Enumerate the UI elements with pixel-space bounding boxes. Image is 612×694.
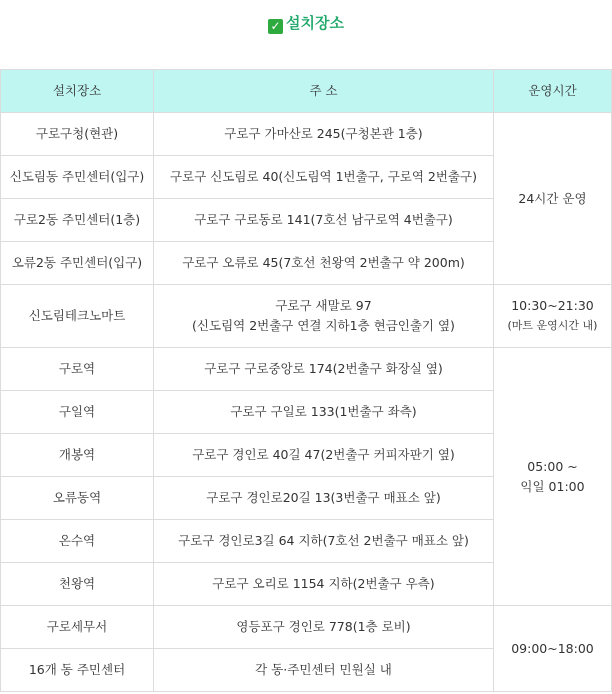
hours-line-1: 10:30~21:30 (511, 298, 594, 313)
address-cell: 구로구 구로동로 141(7호선 남구로역 4번출구) (154, 199, 494, 242)
address-cell: 구로구 구로중앙로 174(2번출구 화장실 옆) (154, 348, 494, 391)
hours-cell-office: 09:00~18:00 (494, 606, 612, 692)
place-cell: 오류동역 (1, 477, 154, 520)
address-cell: 영등포구 경인로 778(1층 로비) (154, 606, 494, 649)
address-cell: 구로구 경인로20길 13(3번출구 매표소 앞) (154, 477, 494, 520)
location-table (0, 69, 612, 692)
place-cell: 천왕역 (1, 563, 154, 606)
address-cell: 구로구 구일로 133(1번출구 좌측) (154, 391, 494, 434)
address-cell: 구로구 신도림로 40(신도림역 1번출구, 구로역 2번출구) (154, 156, 494, 199)
table-row (1, 606, 612, 649)
place-cell: 신도림테크노마트 (1, 285, 154, 348)
table-row (1, 348, 612, 391)
place-cell: 개봉역 (1, 434, 154, 477)
table-row (1, 113, 612, 156)
place-cell: 16개 동 주민센터 (1, 649, 154, 692)
table-header-row (1, 70, 612, 113)
place-cell: 구일역 (1, 391, 154, 434)
place-cell: 오류2동 주민센터(입구) (1, 242, 154, 285)
header-place: 설치장소 (1, 70, 154, 113)
place-cell: 구로구청(현관) (1, 113, 154, 156)
address-line-2: (신도림역 2번출구 연결 지하1층 현금인출기 옆) (192, 318, 455, 333)
header-address: 주 소 (154, 70, 494, 113)
address-cell: 구로구 오류로 45(7호선 천왕역 2번출구 약 200m) (154, 242, 494, 285)
table-row (1, 285, 612, 348)
hours-line-2: 익일 01:00 (520, 478, 585, 494)
address-cell: 구로구 가마산로 245(구청본관 1층) (154, 113, 494, 156)
hours-cell-station (494, 348, 612, 606)
place-cell: 구로2동 주민센터(1층) (1, 199, 154, 242)
page-title-text: 설치장소 (286, 14, 344, 32)
address-cell: 구로구 경인로3길 64 지하(7호선 2번출구 매표소 앞) (154, 520, 494, 563)
address-cell: 구로구 경인로 40길 47(2번출구 커피자판기 옆) (154, 434, 494, 477)
address-cell: 각 동·주민센터 민원실 내 (154, 649, 494, 692)
place-cell: 구로역 (1, 348, 154, 391)
hours-line-2: (마트 운영시간 내) (507, 319, 598, 332)
place-cell: 신도림동 주민센터(입구) (1, 156, 154, 199)
page-title (0, 13, 612, 34)
address-line-1: 구로구 새말로 97 (275, 298, 372, 313)
hours-cell-24h: 24시간 운영 (494, 113, 612, 285)
header-hours: 운영시간 (494, 70, 612, 113)
address-cell (154, 285, 494, 348)
hours-cell-mart (494, 285, 612, 348)
check-mark-icon: ✓ (268, 19, 283, 34)
address-cell: 구로구 오리로 1154 지하(2번출구 우측) (154, 563, 494, 606)
place-cell: 구로세무서 (1, 606, 154, 649)
hours-line-1: 05:00 ~ (527, 458, 578, 474)
place-cell: 온수역 (1, 520, 154, 563)
